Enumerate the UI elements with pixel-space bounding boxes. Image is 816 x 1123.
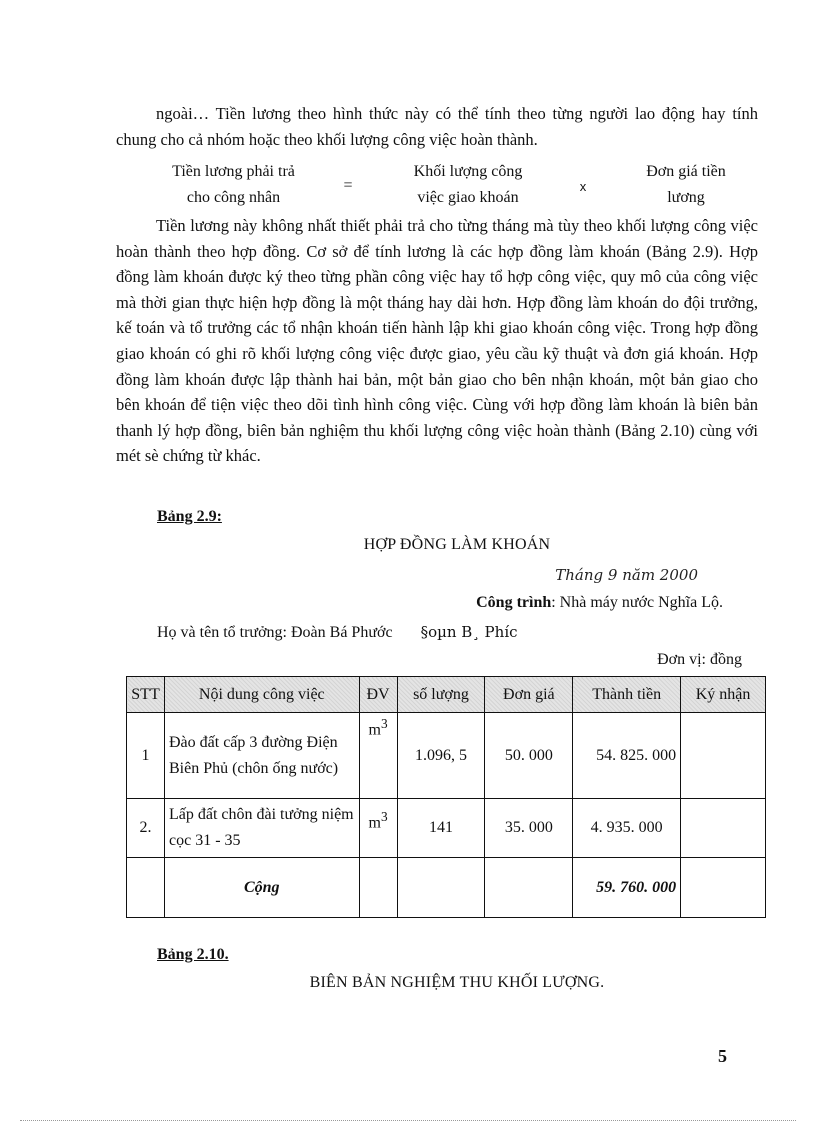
formula-middle-term <box>378 159 558 211</box>
sum-total: 59. 760. 000 <box>573 858 681 918</box>
header-stt: STT <box>127 677 165 713</box>
row-unit-base: m <box>368 814 381 832</box>
header-total: Thành tiền <box>573 677 681 713</box>
formula-left-line1: Tiền lương phải trả <box>172 163 295 180</box>
row-signature <box>681 713 766 799</box>
row-content: Lấp đất chôn đài tưởng niệm cọc 31 - 35 <box>164 799 359 858</box>
row-stt: 2. <box>127 799 165 858</box>
header-quantity: số lượng <box>397 677 485 713</box>
project-label: Công trình <box>476 594 552 611</box>
formula-middle-line1: Khối lượng công <box>413 163 523 180</box>
row-quantity: 1.096, 5 <box>397 713 485 799</box>
row-price: 50. 000 <box>485 713 573 799</box>
currency-unit: Đơn vị: đồng <box>657 651 742 668</box>
row-total: 4. 935. 000 <box>573 799 681 858</box>
table-row <box>127 713 766 799</box>
formula-times-sign: x <box>579 179 587 194</box>
formula-equals-sign: = <box>343 177 353 194</box>
formula-left-term <box>126 159 341 211</box>
row-quantity: 141 <box>397 799 485 858</box>
header-signature: Ký nhận <box>681 677 766 713</box>
header-content: Nội dung công việc <box>164 677 359 713</box>
project-value: : Nhà máy nước Nghĩa Lộ. <box>551 594 723 611</box>
sum-unit-empty <box>359 858 397 918</box>
row-content: Đào đất cấp 3 đường Điện Biên Phủ (chôn ống nước) <box>164 713 359 799</box>
formula-right-line2: lương <box>667 189 705 206</box>
row-total: 54. 825. 000 <box>573 713 681 799</box>
team-leader-line <box>157 623 518 642</box>
row-signature <box>681 799 766 858</box>
header-price: Đơn giá <box>485 677 573 713</box>
row-unit-exponent: 3 <box>380 716 388 731</box>
sum-sign-empty <box>681 858 766 918</box>
project-line <box>476 594 723 612</box>
page-number: 5 <box>718 1046 727 1066</box>
formula-right-line1: Đơn giá tiền <box>646 163 726 180</box>
table-2-9-label: Bảng 2.9: <box>157 508 222 525</box>
acceptance-report-title: BIÊN BẢN NGHIỆM THU KHỐI LƯỢNG. <box>309 974 605 991</box>
table-sum-row <box>127 858 766 918</box>
row-unit <box>359 799 397 858</box>
contract-date: Tháng 9 năm 2000 <box>555 566 698 584</box>
formula-right-term <box>606 159 766 211</box>
team-leader-garbled-text: §oµn B¸ Phíc <box>420 623 518 641</box>
row-stt: 1 <box>127 713 165 799</box>
row-unit-exponent: 3 <box>380 809 388 824</box>
intro-paragraph: ngoài… Tiền lương theo hình thức này có thể tính theo từng người lao động hay tính chung cho cả nhóm hoặc theo khối lượng công việc hoàn thành. <box>116 104 758 149</box>
page-bottom-dotted-line <box>20 1120 796 1121</box>
sum-qty-empty <box>397 858 485 918</box>
header-unit: ĐV <box>359 677 397 713</box>
salary-formula <box>116 159 758 211</box>
row-unit-base: m <box>368 721 381 739</box>
contract-table <box>126 676 766 918</box>
team-leader-text: Họ và tên tổ trưởng: Đoàn Bá Phước <box>157 624 393 641</box>
sum-label: Cộng <box>164 858 359 918</box>
table-header-row <box>127 677 766 713</box>
sum-stt-empty <box>127 858 165 918</box>
formula-middle-line2: việc giao khoán <box>417 189 519 206</box>
contract-title: HỢP ĐỒNG LÀM KHOÁN <box>363 536 551 553</box>
row-unit <box>359 713 397 799</box>
table-row <box>127 799 766 858</box>
sum-price-empty <box>485 858 573 918</box>
main-paragraph: Tiền lương này không nhất thiết phải trả cho từng tháng mà tùy theo khối lượng công việc hoàn thành theo hợp đồng. Cơ sở để tính lương là các hợp đồng làm khoán (Bảng 2.9). Hợp đồng làm khoán được ký theo từng phần công việc hay tổ hợp công việc, quy mô của công việc mà thời gian thực hiện hợp đồng là một tháng hay dài hơn. Hợp đồng làm khoán do đội trưởng, kế toán và tổ trưởng các tổ nhận khoán tiến hành lập khi giao khoán công việc. Trong hợp đồng giao khoán có ghi rõ khối lượng công việc được giao, yêu cầu kỹ thuật và đơn giá khoán. Hợp đồng làm khoán được lập thành hai bản, một bản giao cho bên nhận khoán, một bản giao cho bên khoán để tiện việc theo dõi tình hình công việc. Cùng với hợp đồng làm khoán là biên bản thanh lý hợp đồng, biên bản nghiệm thu khối lượng công việc hoàn thành (Bảng 2.10) cùng với mét sè chứng từ khác. <box>116 216 758 466</box>
row-price: 35. 000 <box>485 799 573 858</box>
formula-left-line2: cho công nhân <box>186 189 281 206</box>
table-2-10-label: Bảng 2.10. <box>157 946 229 963</box>
